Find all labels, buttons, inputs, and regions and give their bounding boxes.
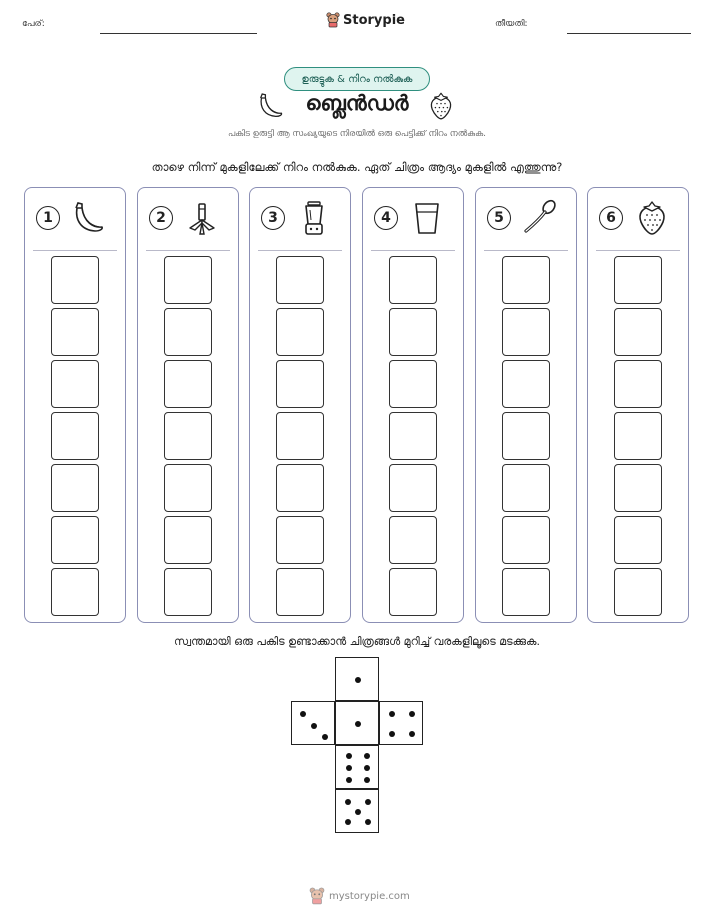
color-box[interactable] — [164, 360, 212, 408]
color-box[interactable] — [502, 464, 550, 512]
color-box[interactable] — [389, 412, 437, 460]
color-box[interactable] — [276, 516, 324, 564]
spoon-icon — [520, 198, 560, 238]
die-face — [335, 657, 379, 701]
color-box[interactable] — [502, 568, 550, 616]
color-box[interactable] — [502, 360, 550, 408]
brand-name: Storypie — [343, 12, 405, 28]
column-number: 2 — [149, 206, 173, 230]
color-box[interactable] — [51, 412, 99, 460]
column-5 — [475, 187, 577, 623]
color-box[interactable] — [164, 308, 212, 356]
die-pip — [365, 819, 371, 825]
die-pip — [389, 731, 395, 737]
banana-icon — [69, 198, 109, 238]
die-pip — [300, 711, 306, 717]
column-number: 6 — [599, 206, 623, 230]
blender-blade-icon — [182, 198, 222, 238]
storypie-mascot-icon — [309, 887, 325, 905]
die-pip — [346, 765, 352, 771]
die-pip — [389, 711, 395, 717]
die-pip — [355, 721, 361, 727]
color-box[interactable] — [51, 568, 99, 616]
strawberry-icon — [425, 90, 457, 122]
die-face — [291, 701, 335, 745]
column-divider — [33, 250, 117, 251]
footer — [309, 887, 410, 905]
color-box[interactable] — [389, 360, 437, 408]
die-pip — [355, 677, 361, 683]
column-number: 4 — [374, 206, 398, 230]
question-text: താഴെ നിന്ന് മുകളിലേക്ക് നിറം നൽകുക. ഏത് ചിത്രം ആദ്യം മുകളിൽ എത്തുന്നു? — [151, 160, 563, 174]
brand-logo — [326, 12, 405, 28]
die-face — [379, 701, 423, 745]
die-pip — [409, 731, 415, 737]
die-pip — [345, 819, 351, 825]
column-6 — [587, 187, 689, 623]
color-box[interactable] — [164, 464, 212, 512]
color-box[interactable] — [164, 256, 212, 304]
column-4 — [362, 187, 464, 623]
color-box[interactable] — [389, 464, 437, 512]
column-divider — [596, 250, 680, 251]
column-1 — [24, 187, 126, 623]
color-box[interactable] — [276, 568, 324, 616]
color-box[interactable] — [51, 516, 99, 564]
die-face — [335, 789, 379, 833]
color-box[interactable] — [276, 412, 324, 460]
color-box[interactable] — [51, 308, 99, 356]
color-box[interactable] — [614, 464, 662, 512]
color-box[interactable] — [389, 568, 437, 616]
column-divider — [146, 250, 230, 251]
color-box[interactable] — [51, 360, 99, 408]
color-box[interactable] — [502, 308, 550, 356]
color-box[interactable] — [614, 308, 662, 356]
name-label: പേര്: — [22, 19, 45, 29]
color-box[interactable] — [389, 256, 437, 304]
date-label: തീയതി: — [495, 19, 528, 29]
color-box[interactable] — [614, 256, 662, 304]
color-box[interactable] — [51, 464, 99, 512]
glass-icon — [407, 198, 447, 238]
color-box[interactable] — [614, 360, 662, 408]
color-box[interactable] — [614, 412, 662, 460]
footer-url[interactable]: mystorypie.com — [329, 890, 410, 902]
die-pip — [365, 799, 371, 805]
color-box[interactable] — [276, 360, 324, 408]
color-box[interactable] — [276, 464, 324, 512]
color-box[interactable] — [276, 308, 324, 356]
die-pip — [355, 809, 361, 815]
color-box[interactable] — [389, 516, 437, 564]
color-box[interactable] — [164, 568, 212, 616]
die-pip — [364, 753, 370, 759]
color-box[interactable] — [164, 412, 212, 460]
page-title: ബ്ലെൻഡർ — [305, 91, 409, 115]
die-face — [335, 745, 379, 789]
storypie-mascot-icon — [326, 12, 340, 28]
color-box[interactable] — [164, 516, 212, 564]
column-divider — [371, 250, 455, 251]
column-3 — [249, 187, 351, 623]
date-line[interactable] — [567, 33, 691, 34]
die-pip — [345, 799, 351, 805]
column-divider — [484, 250, 568, 251]
column-number: 1 — [36, 206, 60, 230]
column-2 — [137, 187, 239, 623]
color-box[interactable] — [614, 568, 662, 616]
subtitle: പകിട ഉരുട്ടി ആ സംഖ്യയുടെ നിരയിൽ ഒരു പെട്ടിക്ക് നിറം നൽകുക. — [228, 129, 486, 139]
color-box[interactable] — [276, 256, 324, 304]
strawberry-icon — [632, 198, 672, 238]
column-number: 5 — [487, 206, 511, 230]
die-pip — [346, 753, 352, 759]
die-face — [335, 701, 379, 745]
blender-icon — [294, 198, 334, 238]
name-line[interactable] — [100, 33, 257, 34]
color-box[interactable] — [51, 256, 99, 304]
die-pip — [409, 711, 415, 717]
activity-badge: ഉരുട്ടുക & നിറം നൽകുക — [284, 67, 430, 91]
color-box[interactable] — [389, 308, 437, 356]
color-box[interactable] — [502, 256, 550, 304]
die-pip — [364, 777, 370, 783]
die-pip — [322, 734, 328, 740]
color-box[interactable] — [502, 516, 550, 564]
column-divider — [258, 250, 342, 251]
die-instruction: സ്വന്തമായി ഒരു പകിട ഉണ്ടാക്കാൻ ചിത്രങ്ങൾ മുറിച്ച് വരകളിലൂടെ മടക്കുക. — [174, 635, 540, 648]
column-number: 3 — [261, 206, 285, 230]
die-pip — [364, 765, 370, 771]
color-box[interactable] — [502, 412, 550, 460]
die-pip — [346, 777, 352, 783]
color-box[interactable] — [614, 516, 662, 564]
die-pip — [311, 723, 317, 729]
